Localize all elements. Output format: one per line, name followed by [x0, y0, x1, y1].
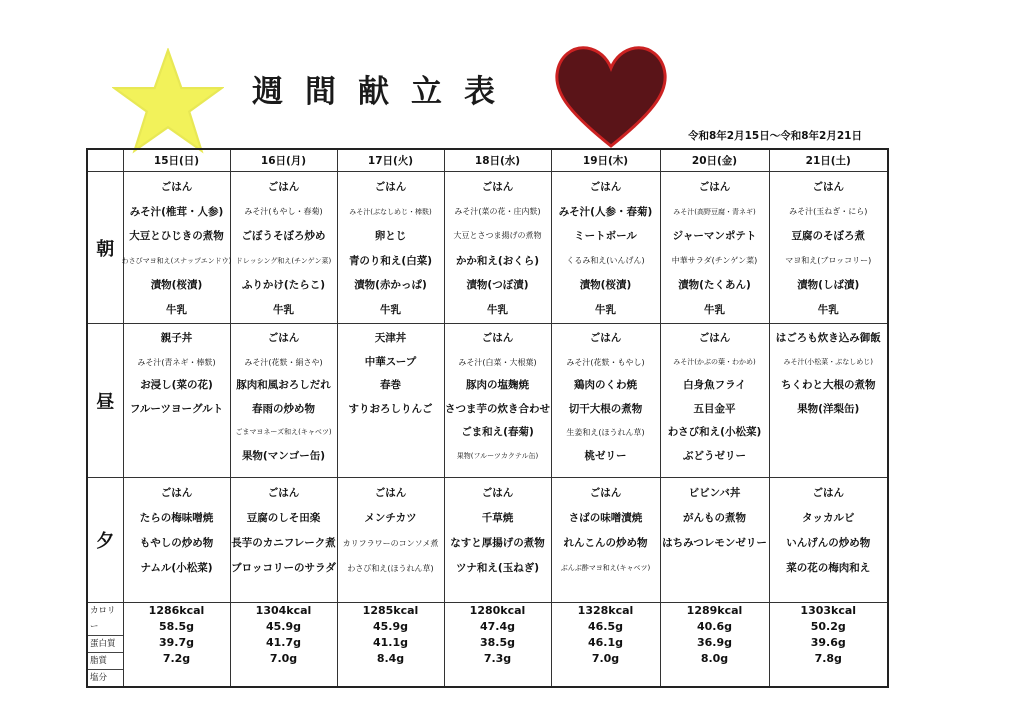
menu-item: ごはん	[589, 332, 622, 344]
menu-cell	[123, 478, 230, 603]
menu-item: さばの味噌漬焼	[568, 512, 643, 524]
menu-item: みそ汁(白菜・大根葉)	[458, 357, 537, 367]
menu-item: ごはん	[589, 181, 622, 193]
menu-cell	[337, 324, 444, 478]
menu-item: ごぼうそぼろ炒め	[241, 230, 326, 242]
meal-label-breakfast: 朝	[87, 172, 123, 324]
menu-item: みそ汁(小松菜・ぶなしめじ)	[783, 357, 873, 366]
menu-item: ごはん	[481, 487, 514, 499]
menu-cell	[444, 478, 551, 603]
menu-item: メンチカツ	[364, 512, 417, 524]
menu-item: ごはん	[267, 487, 300, 499]
nutrition-value: 46.1g	[587, 636, 623, 649]
menu-item: ごまマヨネーズ和え(キャベツ)	[235, 428, 332, 436]
menu-item: みそ汁(玉ねぎ・にら)	[789, 206, 868, 216]
nutrition-value: 45.9g	[265, 620, 301, 633]
menu-cell	[230, 172, 337, 324]
nutrition-label: 塩分	[90, 673, 108, 683]
menu-item: 中華スープ	[364, 355, 417, 368]
menu-item: 牛乳	[380, 303, 401, 316]
menu-item: いんげんの炒め物	[786, 537, 871, 549]
menu-item: 牛乳	[487, 303, 508, 316]
menu-cell	[444, 172, 551, 324]
day-header: 18日(水)	[444, 149, 551, 172]
nutrition-label: 蛋白質	[88, 636, 123, 653]
menu-item: みそ汁(ぶなしめじ・棒麩)	[349, 207, 432, 216]
menu-item: 千草焼	[481, 512, 514, 524]
nutrition-value: 1303kcal	[800, 604, 857, 617]
menu-item: ジャーマンポテト	[672, 230, 757, 242]
menu-item: 豆腐のしそ田楽	[246, 512, 321, 524]
menu-table	[86, 148, 889, 688]
day-header: 17日(火)	[337, 149, 444, 172]
nutrition-value: 7.0g	[269, 652, 298, 665]
nutrition-cell	[337, 603, 444, 688]
menu-item: 春雨の炒め物	[252, 402, 315, 415]
nutrition-cell	[230, 603, 337, 688]
nutrition-value: 46.5g	[587, 620, 623, 633]
menu-cell	[769, 478, 888, 603]
menu-cell	[660, 324, 769, 478]
nutrition-value: 39.6g	[810, 636, 846, 649]
menu-item: 春巻	[380, 379, 401, 391]
menu-item: ごはん	[160, 487, 193, 499]
menu-item: ごはん	[374, 487, 407, 499]
menu-item: みそ汁(青ネギ・棒麩)	[137, 357, 216, 367]
nutrition-cell	[123, 603, 230, 688]
nutrition-label: 脂質	[88, 653, 123, 670]
menu-item: ごはん	[812, 487, 844, 499]
menu-item: ぶんぶ酢マヨ和え(キャベツ)	[560, 564, 651, 572]
menu-cell	[444, 324, 551, 478]
nutrition-value: 50.2g	[810, 620, 846, 633]
nutrition-value: 7.8g	[814, 652, 842, 665]
nutrition-cell	[551, 603, 660, 688]
menu-item: 漬物(しば漬)	[797, 279, 860, 291]
menu-item: ごはん	[812, 181, 844, 193]
nutrition-row	[87, 603, 888, 688]
nutrition-value: 1304kcal	[255, 604, 312, 617]
menu-item: ごはん	[374, 181, 407, 193]
day-header: 21日(土)	[769, 149, 888, 172]
nutrition-value: 40.6g	[696, 620, 732, 633]
menu-cell	[660, 478, 769, 603]
nutrition-value: 47.4g	[479, 620, 515, 633]
menu-item: 切干大根の煮物	[568, 402, 643, 415]
menu-item: なすと厚揚げの煮物	[450, 537, 545, 549]
date-range: 令和8年2月15日～令和8年2月21日	[688, 130, 862, 142]
menu-cell	[123, 324, 230, 478]
menu-item: 豚肉の塩麹焼	[466, 379, 529, 391]
menu-item: 漬物(つぼ漬)	[466, 279, 529, 291]
menu-item: 漬物(桜漬)	[150, 279, 203, 291]
menu-cell	[551, 172, 660, 324]
menu-item: タッカルビ	[802, 512, 855, 524]
menu-item: みそ汁(かぶの葉・わかめ)	[673, 357, 756, 366]
nutrition-value: 45.9g	[372, 620, 408, 633]
menu-item: わさび和え(ほうれん草)	[347, 564, 434, 573]
day-header: 16日(月)	[230, 149, 337, 172]
menu-item: マヨ和え(ブロッコリー)	[785, 255, 872, 265]
menu-item: 果物(洋梨缶)	[797, 402, 860, 415]
menu-cell	[337, 172, 444, 324]
menu-cell	[337, 478, 444, 603]
menu-item: 生姜和え(ほうれん草)	[566, 428, 645, 437]
menu-item: 大豆とさつま揚げの煮物	[453, 231, 542, 240]
menu-item: 桃ゼリー	[584, 449, 627, 462]
menu-item: ドレッシング和え(チンゲン菜)	[235, 256, 332, 265]
menu-cell	[551, 478, 660, 603]
nutrition-value: 1289kcal	[686, 604, 743, 617]
menu-item: お浸し(菜の花)	[140, 379, 213, 391]
nutrition-cell	[660, 603, 769, 688]
menu-item: 豚肉和風おろしだれ	[236, 379, 331, 391]
menu-item: ミートボール	[574, 230, 637, 242]
menu-item: みそ汁(もやし・春菊)	[244, 206, 323, 216]
menu-item: かか和え(おくら)	[455, 254, 540, 267]
menu-item: ごはん	[589, 487, 622, 499]
day-header: 20日(金)	[660, 149, 769, 172]
meal-label-dinner: 夕	[87, 478, 123, 603]
corner-cell	[87, 149, 123, 172]
menu-item: ごはん	[481, 181, 514, 193]
menu-item: 中華サラダ(チンゲン菜)	[671, 255, 758, 265]
menu-item: ごはん	[698, 181, 731, 193]
nutrition-value: 1286kcal	[148, 604, 205, 617]
day-header: 19日(木)	[551, 149, 660, 172]
menu-item: わさび和え(小松菜)	[667, 426, 762, 438]
nutrition-value: 39.7g	[158, 636, 194, 649]
menu-item: 牛乳	[704, 303, 725, 316]
menu-item: がんもの煮物	[683, 512, 746, 524]
breakfast-row	[87, 172, 888, 324]
menu-cell	[769, 324, 888, 478]
menu-item: すりおろしりんご	[348, 402, 433, 415]
nutrition-value: 41.7g	[265, 636, 301, 649]
menu-item: 五目金平	[693, 402, 736, 415]
nutrition-value: 36.9g	[696, 636, 732, 649]
menu-item: 白身魚フライ	[683, 379, 746, 391]
menu-item: カリフラワーのコンソメ煮	[342, 539, 439, 548]
menu-item: フルーツヨーグルト	[129, 402, 224, 415]
menu-item: 漬物(赤かっぱ)	[354, 279, 427, 291]
menu-item: 天津丼	[374, 332, 407, 344]
menu-item: わさびマヨ和え(スナップエンドウ)	[121, 256, 232, 265]
menu-item: みそ汁(花麩・もやし)	[566, 357, 645, 367]
menu-item: たらの梅味噌焼	[139, 512, 214, 524]
star-icon	[112, 48, 224, 154]
menu-item: 果物(マンゴー缶)	[241, 449, 326, 462]
menu-item: ビビンバ丼	[688, 487, 741, 499]
menu-item: 大豆とひじきの煮物	[129, 230, 224, 242]
menu-item: ごはん	[698, 332, 731, 344]
menu-item: ナムル(小松菜)	[140, 562, 213, 574]
nutrition-cell	[444, 603, 551, 688]
menu-item: 豆腐のそぼろ煮	[791, 230, 865, 242]
menu-item: くるみ和え(いんげん)	[566, 255, 645, 265]
menu-item: ごはん	[267, 181, 300, 193]
menu-item: 菜の花の梅肉和え	[786, 562, 871, 574]
menu-item: 長芋のカニフレーク煮	[231, 537, 336, 549]
nutrition-value: 7.0g	[591, 652, 620, 665]
nutrition-value: 1280kcal	[469, 604, 526, 617]
nutrition-value: 7.3g	[483, 652, 512, 665]
menu-item: ツナ和え(玉ねぎ)	[455, 562, 540, 574]
menu-cell	[230, 478, 337, 603]
heart-icon	[550, 42, 672, 152]
menu-item: 牛乳	[817, 303, 839, 316]
menu-item: 漬物(桜漬)	[579, 279, 632, 291]
nutrition-label: カロリー	[88, 603, 123, 636]
menu-item: みそ汁(人参・春菊)	[558, 205, 653, 218]
menu-item: 親子丼	[160, 332, 193, 344]
menu-item: みそ汁(高野豆腐・青ネギ)	[673, 207, 756, 216]
nutrition-value: 41.1g	[372, 636, 408, 649]
nutrition-value: 8.0g	[700, 652, 729, 665]
menu-item: ごはん	[267, 332, 300, 344]
menu-cell	[660, 172, 769, 324]
menu-cell	[123, 172, 230, 324]
menu-item: 牛乳	[166, 303, 187, 316]
page-title: 週間献立表	[252, 74, 517, 110]
nutrition-value: 38.5g	[479, 636, 515, 649]
menu-item: 漬物(たくあん)	[678, 279, 751, 291]
day-header-row	[87, 149, 888, 172]
menu-cell	[551, 324, 660, 478]
menu-item: ごはん	[481, 332, 514, 344]
menu-item: 牛乳	[273, 303, 294, 316]
nutrition-value: 7.2g	[162, 652, 191, 665]
menu-item: 青のり和え(白菜)	[348, 254, 433, 267]
day-header: 15日(日)	[123, 149, 230, 172]
menu-item: ブロッコリーのサラダ	[231, 562, 336, 574]
menu-item: もやしの炒め物	[139, 537, 214, 549]
menu-item: はちみつレモンゼリー	[662, 537, 767, 549]
menu-item: みそ汁(椎茸・人参)	[129, 205, 224, 218]
menu-item: 卵とじ	[374, 230, 407, 242]
meal-label-lunch: 昼	[87, 324, 123, 478]
menu-item: 牛乳	[595, 303, 616, 316]
menu-item: れんこんの炒め物	[563, 537, 648, 549]
menu-item: ごはん	[160, 181, 193, 193]
menu-cell	[769, 172, 888, 324]
menu-item: ふりかけ(たらこ)	[241, 279, 326, 291]
menu-item: みそ汁(菜の花・庄内麩)	[454, 206, 541, 216]
menu-item: みそ汁(花麩・絹さや)	[244, 357, 323, 367]
nutrition-label-cell	[87, 603, 123, 688]
menu-item: さつま芋の炊き合わせ	[445, 402, 550, 415]
menu-item: ごま和え(春菊)	[461, 426, 534, 438]
dinner-row	[87, 478, 888, 603]
nutrition-value: 58.5g	[158, 620, 194, 633]
menu-item: 果物(フルーツカクテル缶)	[456, 451, 539, 460]
nutrition-value: 1285kcal	[362, 604, 419, 617]
nutrition-cell	[769, 603, 888, 688]
menu-cell	[230, 324, 337, 478]
menu-item: ちくわと大根の煮物	[781, 379, 876, 391]
menu-item: 鶏肉のくわ焼	[574, 379, 637, 391]
menu-item: はごろも炊き込み御飯	[775, 332, 881, 344]
lunch-row	[87, 324, 888, 478]
nutrition-value: 8.4g	[376, 652, 405, 665]
nutrition-value: 1328kcal	[577, 604, 634, 617]
menu-item: ぶどうゼリー	[683, 449, 746, 462]
